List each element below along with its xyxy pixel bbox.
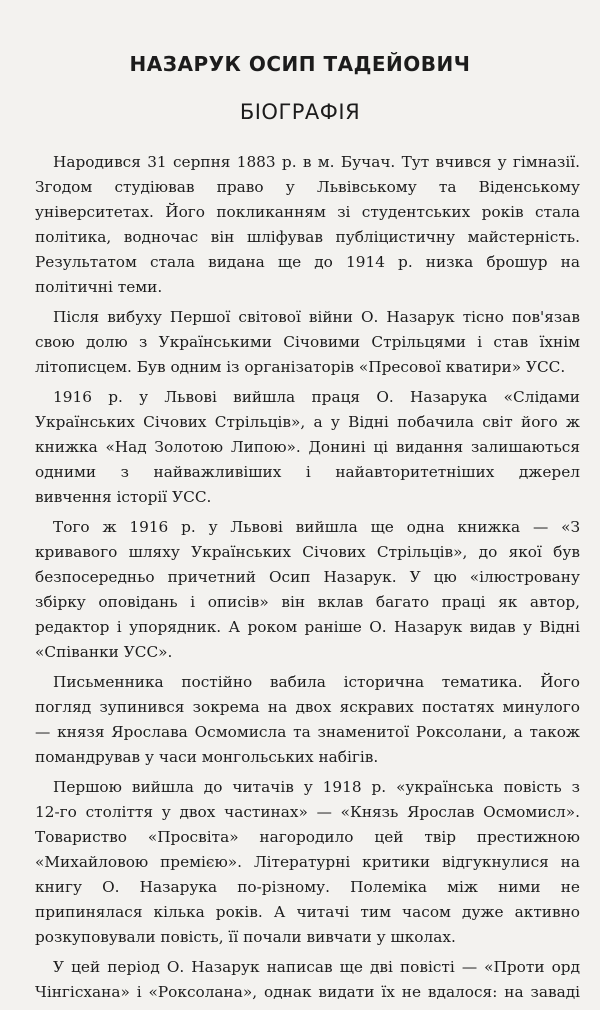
page-title: НАЗАРУК ОСИП ТАДЕЙОВИЧ [129, 52, 471, 76]
text-line: «Співанки УСС». [35, 643, 173, 661]
paragraph [35, 385, 580, 510]
paragraph [35, 515, 580, 665]
text-line: редактор і упорядник. А роком раніше О. Назарук видав у Відні [35, 618, 580, 636]
paragraph [35, 670, 580, 770]
text-line: розкуповували повість, її почали вивчати у школах. [35, 928, 456, 946]
text-line: книжка «Над Золотою Липою». Донині ці видання залишаються [35, 438, 580, 456]
text-line: помандрував у часи монгольських набігів. [35, 748, 379, 766]
text-line: погляд зупинився зокрема на двох яскравих постатях минулого [35, 698, 580, 716]
text-line: політика, водночас він шліфував публіцистичну майстерність. [35, 228, 580, 246]
text-line: Того ж 1916 р. у Львові вийшла ще одна книжка — «З [53, 518, 580, 536]
text-line: університетах. Його покликанням зі студентських років стала [35, 203, 580, 221]
paragraph [35, 305, 580, 380]
text-line: книгу О. Назарука по-різному. Полеміка між ними не [35, 878, 580, 896]
text-line: свою долю з Українськими Січовими Стрільцями і став їхнім [35, 333, 580, 351]
paragraph [35, 150, 580, 300]
text-line: У цей період О. Назарук написав ще дві повісті — «Проти орд [53, 958, 580, 976]
body-text [35, 150, 580, 1010]
text-line: Першою вийшла до читачів у 1918 р. «українська повість з [53, 778, 580, 796]
text-line: політичні теми. [35, 278, 163, 296]
text-line: збірку оповідань і описів» він вклав багато праці як автор, [35, 593, 580, 611]
text-line: 1916 р. у Львові вийшла праця О. Назарука «Слідами [53, 388, 580, 406]
text-line: Письменника постійно вабила історична тематика. Його [53, 673, 580, 691]
text-line: Чінгісхана» і «Роксолана», однак видати їх не вдалося: на заваді [35, 983, 580, 1001]
text-line: Українських Січових Стрільців», а у Відні побачила світ його ж [35, 413, 580, 431]
paragraph [35, 955, 580, 1005]
text-line: Народився 31 серпня 1883 р. в м. Бучач. Тут вчився у гімназії. [53, 153, 580, 171]
text-line: безпосередньо причетний Осип Назарук. У цю «ілюстровану [35, 568, 580, 586]
text-line: кривавого шляху Українських Січових Стрільців», до якої був [35, 543, 580, 561]
text-line: Згодом студіював право у Львівському та Віденському [35, 178, 580, 196]
text-line: — князя Ярослава Осмомисла та знаменитої Роксолани, а також [35, 723, 580, 741]
text-line: «Михайловою премією». Літературні критики відгукнулися на [35, 853, 580, 871]
paragraph [35, 775, 580, 950]
text-line: одними з найважливіших і найавторитетніших джерел [35, 463, 580, 481]
text-line: Після вибуху Першої світової війни О. Назарук тісно пов'язав [53, 308, 580, 326]
text-line: 12-го століття у двох частинах» — «Князь Ярослав Осмомисл». [35, 803, 580, 821]
text-line: літописцем. Був одним із організаторів «Пресової кватири» УСС. [35, 358, 566, 376]
text-line: Товариство «Просвіта» нагородило цей твір престижною [35, 828, 580, 846]
section-heading: БІОГРАФІЯ [239, 100, 361, 124]
text-line: вивчення історії УСС. [35, 488, 212, 506]
text-line: припинялася кілька років. А читачі тим часом дуже активно [35, 903, 580, 921]
text-line: Результатом стала видана ще до 1914 р. низка брошур на [35, 253, 580, 271]
